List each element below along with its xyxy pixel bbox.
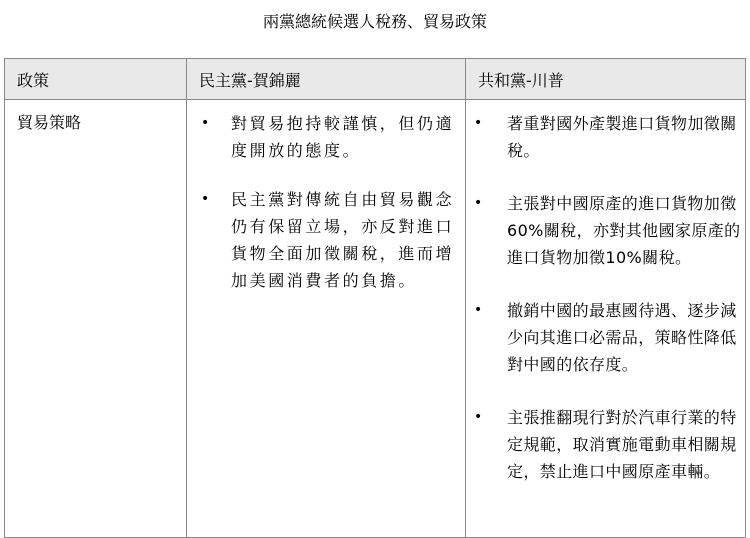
bullet-icon: • — [201, 191, 210, 207]
table-header-row — [5, 59, 746, 100]
list-item-text: 著重對國外產製進口貨物加徵關稅。 — [507, 114, 737, 160]
republican-bullet-list — [466, 100, 745, 485]
list-item-text: 主張對中國原產的進口貨物加徵60%關稅，亦對其他國家原產的進口貨物加徵10%關稅。 — [507, 194, 741, 267]
democrat-bullet-list — [187, 100, 465, 294]
list-item-text: 民主黨對傳統自由貿易觀念仍有保留立場，亦反對進口貨物全面加徵關稅，進而增加美國消費者的負擔。 — [231, 190, 455, 290]
header-policy: 政策 — [5, 59, 187, 100]
table-row — [5, 100, 746, 538]
list-item — [201, 186, 459, 294]
bullet-icon: • — [474, 302, 483, 318]
row-label-trade-strategy: 貿易策略 — [5, 100, 187, 538]
header-republican: 共和黨-川普 — [466, 59, 746, 100]
list-item — [201, 110, 459, 164]
list-item — [474, 110, 741, 164]
list-item — [474, 404, 741, 485]
bullet-icon: • — [474, 409, 483, 425]
democrat-cell — [187, 100, 466, 538]
header-democrat: 民主黨-賀錦麗 — [187, 59, 466, 100]
bullet-icon: • — [201, 115, 210, 131]
list-item — [474, 297, 741, 378]
document-title: 兩黨總統候選人稅務、貿易政策 — [262, 12, 487, 31]
policy-comparison-table — [4, 58, 746, 538]
bullet-icon: • — [474, 115, 483, 131]
list-item-text: 主張推翻現行對於汽車行業的特定規範，取消實施電動車相關規定，禁止進口中國原產車輛。 — [507, 408, 737, 481]
list-item — [474, 190, 741, 271]
list-item-text: 撤銷中國的最惠國待遇、逐步減少向其進口必需品，策略性降低對中國的依存度。 — [507, 301, 737, 374]
bullet-icon: • — [474, 195, 483, 211]
list-item-text: 對貿易抱持較謹慎，但仍適度開放的態度。 — [231, 114, 455, 160]
republican-cell — [466, 100, 746, 538]
